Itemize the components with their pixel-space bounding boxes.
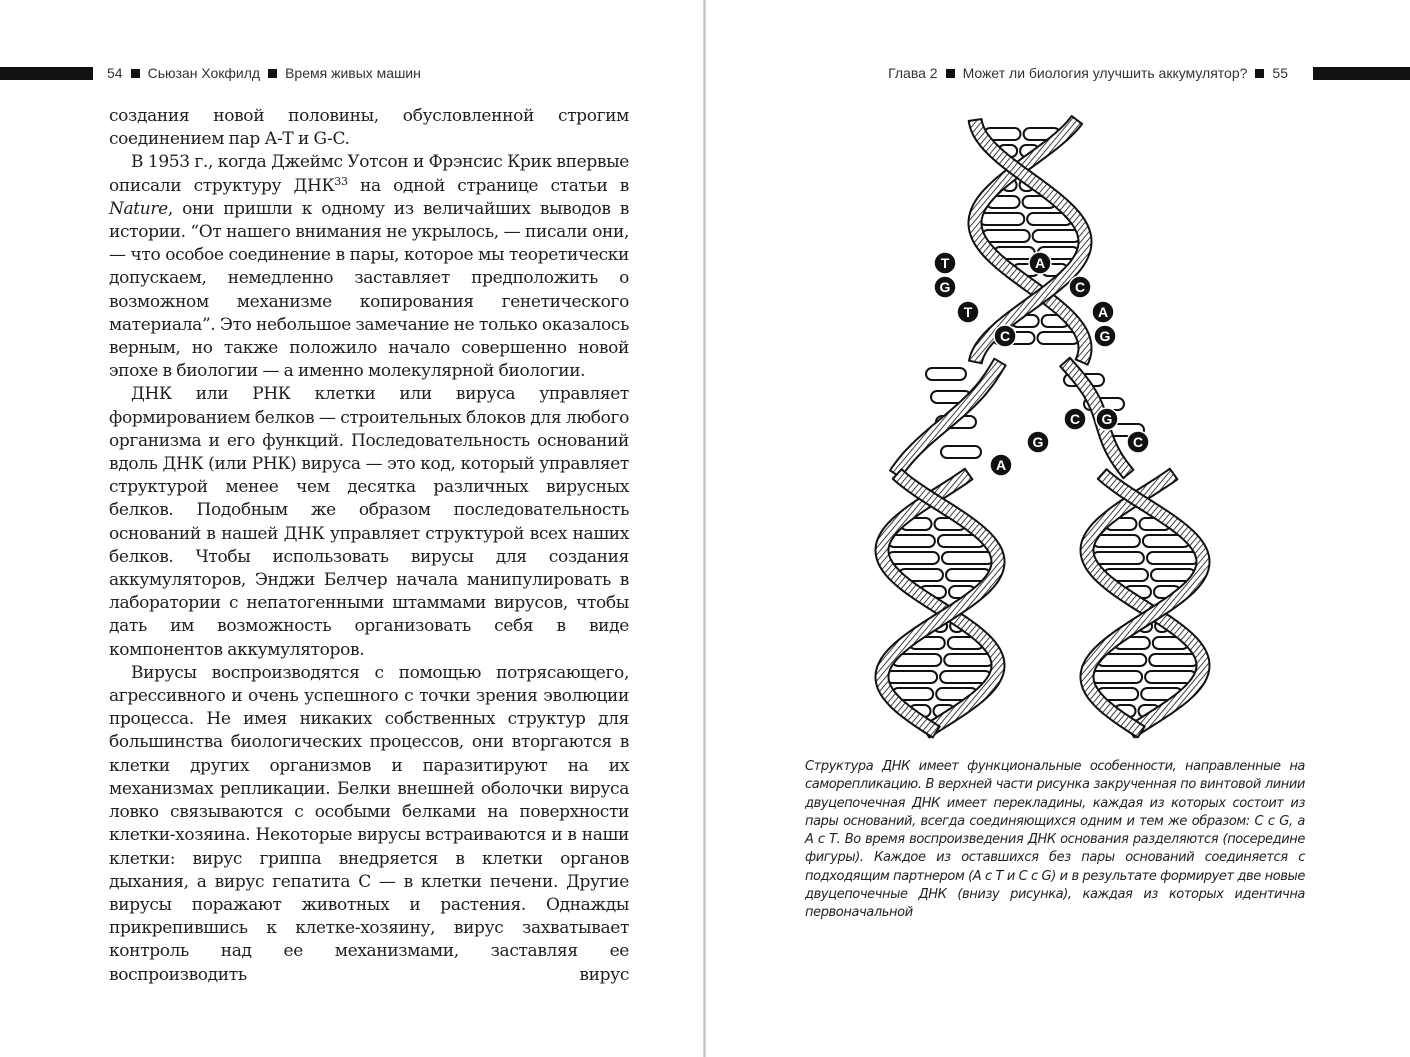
base-letter-g1: G [939,279,951,295]
base-label-g4 [1027,431,1049,453]
left-header-rule [0,67,93,80]
base-label-a3 [990,454,1012,476]
base-label-c4 [1127,431,1149,453]
base-letter-g4: G [1032,434,1044,450]
header-square-icon [131,69,140,78]
right-page-number: 55 [1272,65,1288,81]
header-square-icon [1255,69,1264,78]
journal-name: Nature [109,198,168,219]
base-pair-rung [979,213,1024,225]
base-label-g1 [934,276,956,298]
left-page-number: 54 [107,65,123,81]
book-title: Время живых машин [285,65,421,81]
base-letter-t2: T [963,304,973,320]
unpaired-base [941,446,981,458]
base-pair-rung [1091,671,1142,683]
unpaired-base [926,368,966,380]
paragraph-2-start: В 1953 г., когда Джеймс Уотсон и Фрэнсис Крик впервые описали структуру ДНК [109,152,629,196]
base-label-g3 [1096,408,1118,430]
chapter-title: Может ли биология улучшить аккумулятор? [962,65,1248,81]
chapter-label: Глава 2 [888,65,938,81]
base-pair-rung [982,230,1030,242]
base-label-a1 [1029,252,1051,274]
right-running-head [888,63,1288,83]
base-pair-rung [1149,654,1198,666]
base-letter-g3: G [1101,411,1113,427]
author-name: Сьюзан Хокфилд [147,65,261,81]
figure-caption: Структура ДНК имеет функциональные особенности, направленные на саморепликацию. В верхней части рисунка закрученная по винтовой линии двуцепочечная ДНК имеет перекладины, каждая из которых состоит из пары оснований, всегда соединяющихся одним и тем же образом: С с G, а А с Т. Во время воспроизведения ДНК основания разделяются (посередине фигуры). Каждое из оставшихся без пары оснований соединяется с подходящим партнером (А с Т и С с G) и в результате формирует две новые двуцепочечные ДНК (внизу рисунка), каждая из которых идентична первоначальной [805,759,1305,921]
base-letter-t1: T [940,255,950,271]
right-header-rule [1313,67,1410,80]
base-letter-a2: A [1097,304,1109,320]
left-page-body [109,105,629,987]
base-letter-a1: A [1034,255,1046,271]
base-label-c2 [994,325,1016,347]
header-square-icon [268,69,277,78]
base-pair-rung [1038,332,1080,344]
base-label-a2 [1092,301,1114,323]
base-letter-c3: C [1069,411,1081,427]
base-pair-rung [1033,230,1081,242]
header-square-icon [946,69,955,78]
base-label-t1 [934,252,956,274]
base-pair-rung [944,654,993,666]
base-pair-rung [1147,552,1199,564]
base-pair-rung [942,552,994,564]
paragraph-3: ДНК или РНК клетки или вируса управляет формированием белков — строительных блоков для любого организма и его функций. Последовательность оснований вдоль ДНК (или РНК) вируса — это код, который управляет структурой менее чем десятка различных вирусных белков. Подобным же образом последовательность оснований в нашей ДНК управляет структурой всех наших белков. Чтобы использовать вирусы для создания аккумуляторов, Энджи Белчер начала манипулировать в лаборатории с непатогенными штаммами вирусов, чтобы дать им возможность организовать себя в виде компонентов аккумуляторов. [109,384,629,660]
paragraph-4: Вирусы воспроизводятся с помощью потрясающего, агрессивного и очень успешного с точки зрения эволюции процесса. Не имея никаких собственных структур для большинства биологических процессов, они вторгаются в клетки других организмов и паразитируют на их механизмах репликации. Белки внешней оболочки вируса ловко связываются с особыми белками на поверхности клетки-хозяина. Некоторые вирусы встраиваются и в наши клетки: вирус гриппа внедряется в клетки органов дыхания, а вирус гепатита С — в клетки печени. Другие вирусы поражают животных и растения. Однажды прикрепившись к клетке-хозяину, вирус захватывает контроль над ее механизмами, заставляя ее воспроизводить вирус [109,662,629,985]
base-pair-rung [887,552,939,564]
paragraph-1: создания новой половины, обусловленной строгим соединением пар А-Т и G-C. [109,106,629,150]
base-label-c1 [1069,276,1091,298]
base-letter-c4: C [1132,434,1144,450]
book-gutter [703,0,706,1057]
base-pair-rung [1093,535,1140,547]
base-pair-rung [888,535,935,547]
dna-replication-figure [860,112,1230,747]
base-pair-rung [886,671,937,683]
base-letter-a3: A [995,457,1007,473]
paragraph-2-mid: на одной странице статьи в [347,175,630,196]
base-label-t2 [957,301,979,323]
base-label-c3 [1064,408,1086,430]
base-label-g2 [1094,325,1116,347]
base-pair-rung [1092,552,1144,564]
paragraph-2 [109,151,629,383]
paragraph-2-end: , они пришли к одному из величайших выводов в истории. “От нашего внимания не укрылось, — писали они, — что особое соединение в пары, которое мы теоретически допускаем, немедленно заставляет предположить о возможном механизме копирования генетического материала”. Это небольшое замечание не только оказалось верным, но также положило начало совершенно новой эпохе в биологии — а именно молекулярной биологии. [109,198,629,382]
left-running-head [107,63,421,83]
base-letter-g2: G [1099,328,1111,344]
base-letter-c2: C [999,328,1011,344]
base-letter-c1: C [1074,279,1086,295]
footnote-ref: 33 [334,174,348,188]
